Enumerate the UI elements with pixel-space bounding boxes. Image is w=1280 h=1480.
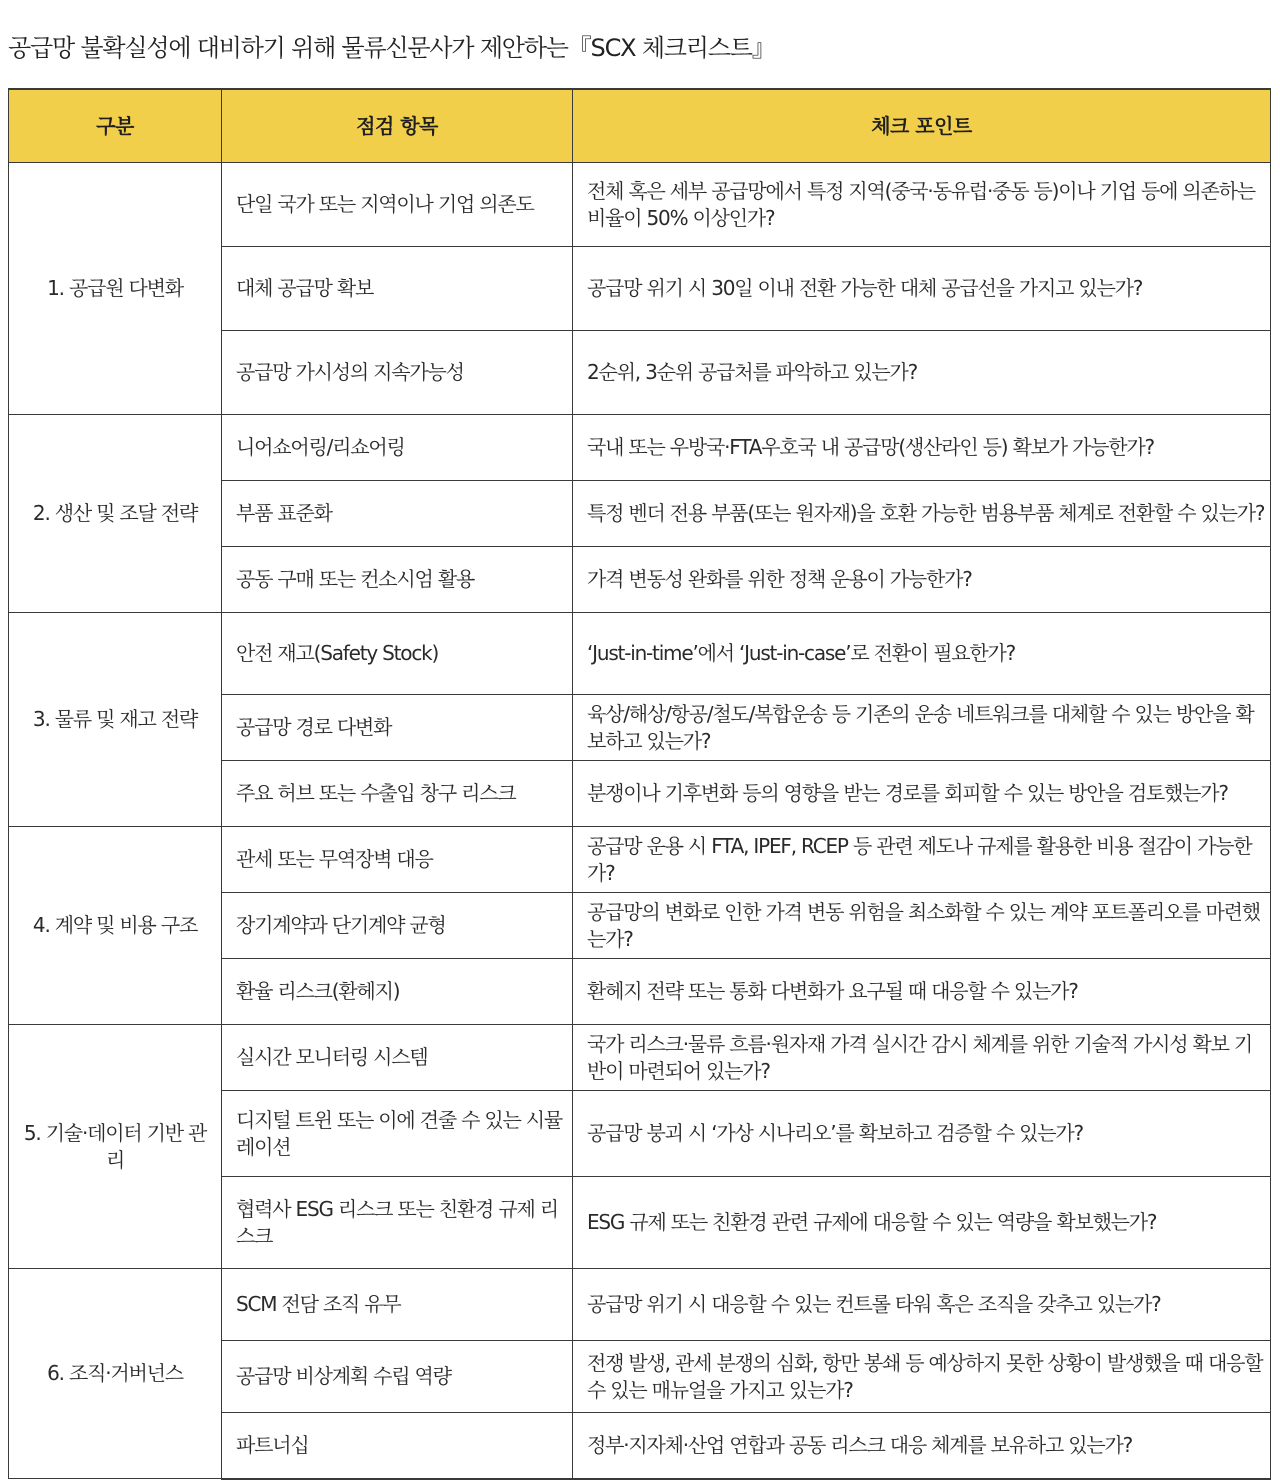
check-point-cell: 환헤지 전략 또는 통화 다변화가 요구될 때 대응할 수 있는가? — [573, 959, 1271, 1025]
category-cell: 3. 물류 및 재고 전략 — [9, 613, 222, 827]
header-category: 구분 — [9, 89, 222, 163]
check-point-cell: 국내 또는 우방국·FTA우호국 내 공급망(생산라인 등) 확보가 가능한가? — [573, 415, 1271, 481]
category-cell: 1. 공급원 다변화 — [9, 163, 222, 415]
table-row — [9, 1269, 1271, 1341]
check-item-cell: 니어쇼어링/리쇼어링 — [222, 415, 573, 481]
check-item-cell: 공급망 비상계획 수립 역량 — [222, 1341, 573, 1413]
check-point-cell: ESG 규제 또는 친환경 관련 규제에 대응할 수 있는 역량을 확보했는가? — [573, 1177, 1271, 1269]
check-point-cell: 분쟁이나 기후변화 등의 영향을 받는 경로를 회피할 수 있는 방안을 검토했는가? — [573, 761, 1271, 827]
check-point-cell: 전체 혹은 세부 공급망에서 특정 지역(중국·동유럽·중동 등)이나 기업 등에 의존하는 비율이 50% 이상인가? — [573, 163, 1271, 247]
header-check-item: 점검 항목 — [222, 89, 573, 163]
check-item-cell: 부품 표준화 — [222, 481, 573, 547]
check-point-cell: 전쟁 발생, 관세 분쟁의 심화, 항만 봉쇄 등 예상하지 못한 상황이 발생했을 때 대응할 수 있는 매뉴얼을 가지고 있는가? — [573, 1341, 1271, 1413]
table-row — [9, 613, 1271, 695]
table-row — [9, 1025, 1271, 1091]
scx-checklist-table — [8, 88, 1271, 1480]
check-point-cell: 공급망 운용 시 FTA, IPEF, RCEP 등 관련 제도나 규제를 활용한 비용 절감이 가능한가? — [573, 827, 1271, 893]
check-item-cell: 파트너십 — [222, 1413, 573, 1479]
check-point-cell: 국가 리스크·물류 흐름·원자재 가격 실시간 감시 체계를 위한 기술적 가시성 확보 기반이 마련되어 있는가? — [573, 1025, 1271, 1091]
category-cell: 5. 기술·데이터 기반 관리 — [9, 1025, 222, 1269]
check-point-cell: 공급망의 변화로 인한 가격 변동 위험을 최소화할 수 있는 계약 포트폴리오를 마련했는가? — [573, 893, 1271, 959]
check-item-cell: 실시간 모니터링 시스템 — [222, 1025, 573, 1091]
check-item-cell: 공급망 경로 다변화 — [222, 695, 573, 761]
check-point-cell: 육상/해상/항공/철도/복합운송 등 기존의 운송 네트워크를 대체할 수 있는 방안을 확보하고 있는가? — [573, 695, 1271, 761]
check-point-cell: 가격 변동성 완화를 위한 정책 운용이 가능한가? — [573, 547, 1271, 613]
check-item-cell: 장기계약과 단기계약 균형 — [222, 893, 573, 959]
check-point-cell: 공급망 위기 시 대응할 수 있는 컨트롤 타워 혹은 조직을 갖추고 있는가? — [573, 1269, 1271, 1341]
page-title: 공급망 불확실성에 대비하기 위해 물류신문사가 제안하는『SCX 체크리스트』 — [8, 34, 775, 62]
check-item-cell: 주요 허브 또는 수출입 창구 리스크 — [222, 761, 573, 827]
check-point-cell: 공급망 위기 시 30일 이내 전환 가능한 대체 공급선을 가지고 있는가? — [573, 247, 1271, 331]
check-point-cell: 공급망 붕괴 시 ‘가상 시나리오’를 확보하고 검증할 수 있는가? — [573, 1091, 1271, 1177]
check-item-cell: 대체 공급망 확보 — [222, 247, 573, 331]
check-item-cell: SCM 전담 조직 유무 — [222, 1269, 573, 1341]
check-item-cell: 협력사 ESG 리스크 또는 친환경 규제 리스크 — [222, 1177, 573, 1269]
check-item-cell: 디지털 트윈 또는 이에 견줄 수 있는 시뮬레이션 — [222, 1091, 573, 1177]
table-row — [9, 163, 1271, 247]
check-point-cell: 2순위, 3순위 공급처를 파악하고 있는가? — [573, 331, 1271, 415]
check-item-cell: 단일 국가 또는 지역이나 기업 의존도 — [222, 163, 573, 247]
check-point-cell: ‘Just-in-time’에서 ‘Just-in-case’로 전환이 필요한가? — [573, 613, 1271, 695]
category-cell: 4. 계약 및 비용 구조 — [9, 827, 222, 1025]
check-item-cell: 공동 구매 또는 컨소시엄 활용 — [222, 547, 573, 613]
header-check-point: 체크 포인트 — [573, 89, 1271, 163]
table-header-row — [9, 89, 1271, 163]
check-point-cell: 정부·지자체·산업 연합과 공동 리스크 대응 체계를 보유하고 있는가? — [573, 1413, 1271, 1479]
check-point-cell: 특정 벤더 전용 부품(또는 원자재)을 호환 가능한 범용부품 체계로 전환할 수 있는가? — [573, 481, 1271, 547]
table-row — [9, 415, 1271, 481]
table-row — [9, 827, 1271, 893]
check-item-cell: 공급망 가시성의 지속가능성 — [222, 331, 573, 415]
check-item-cell: 안전 재고(Safety Stock) — [222, 613, 573, 695]
category-cell: 2. 생산 및 조달 전략 — [9, 415, 222, 613]
category-cell: 6. 조직·거버넌스 — [9, 1269, 222, 1479]
check-item-cell: 관세 또는 무역장벽 대응 — [222, 827, 573, 893]
check-item-cell: 환율 리스크(환헤지) — [222, 959, 573, 1025]
